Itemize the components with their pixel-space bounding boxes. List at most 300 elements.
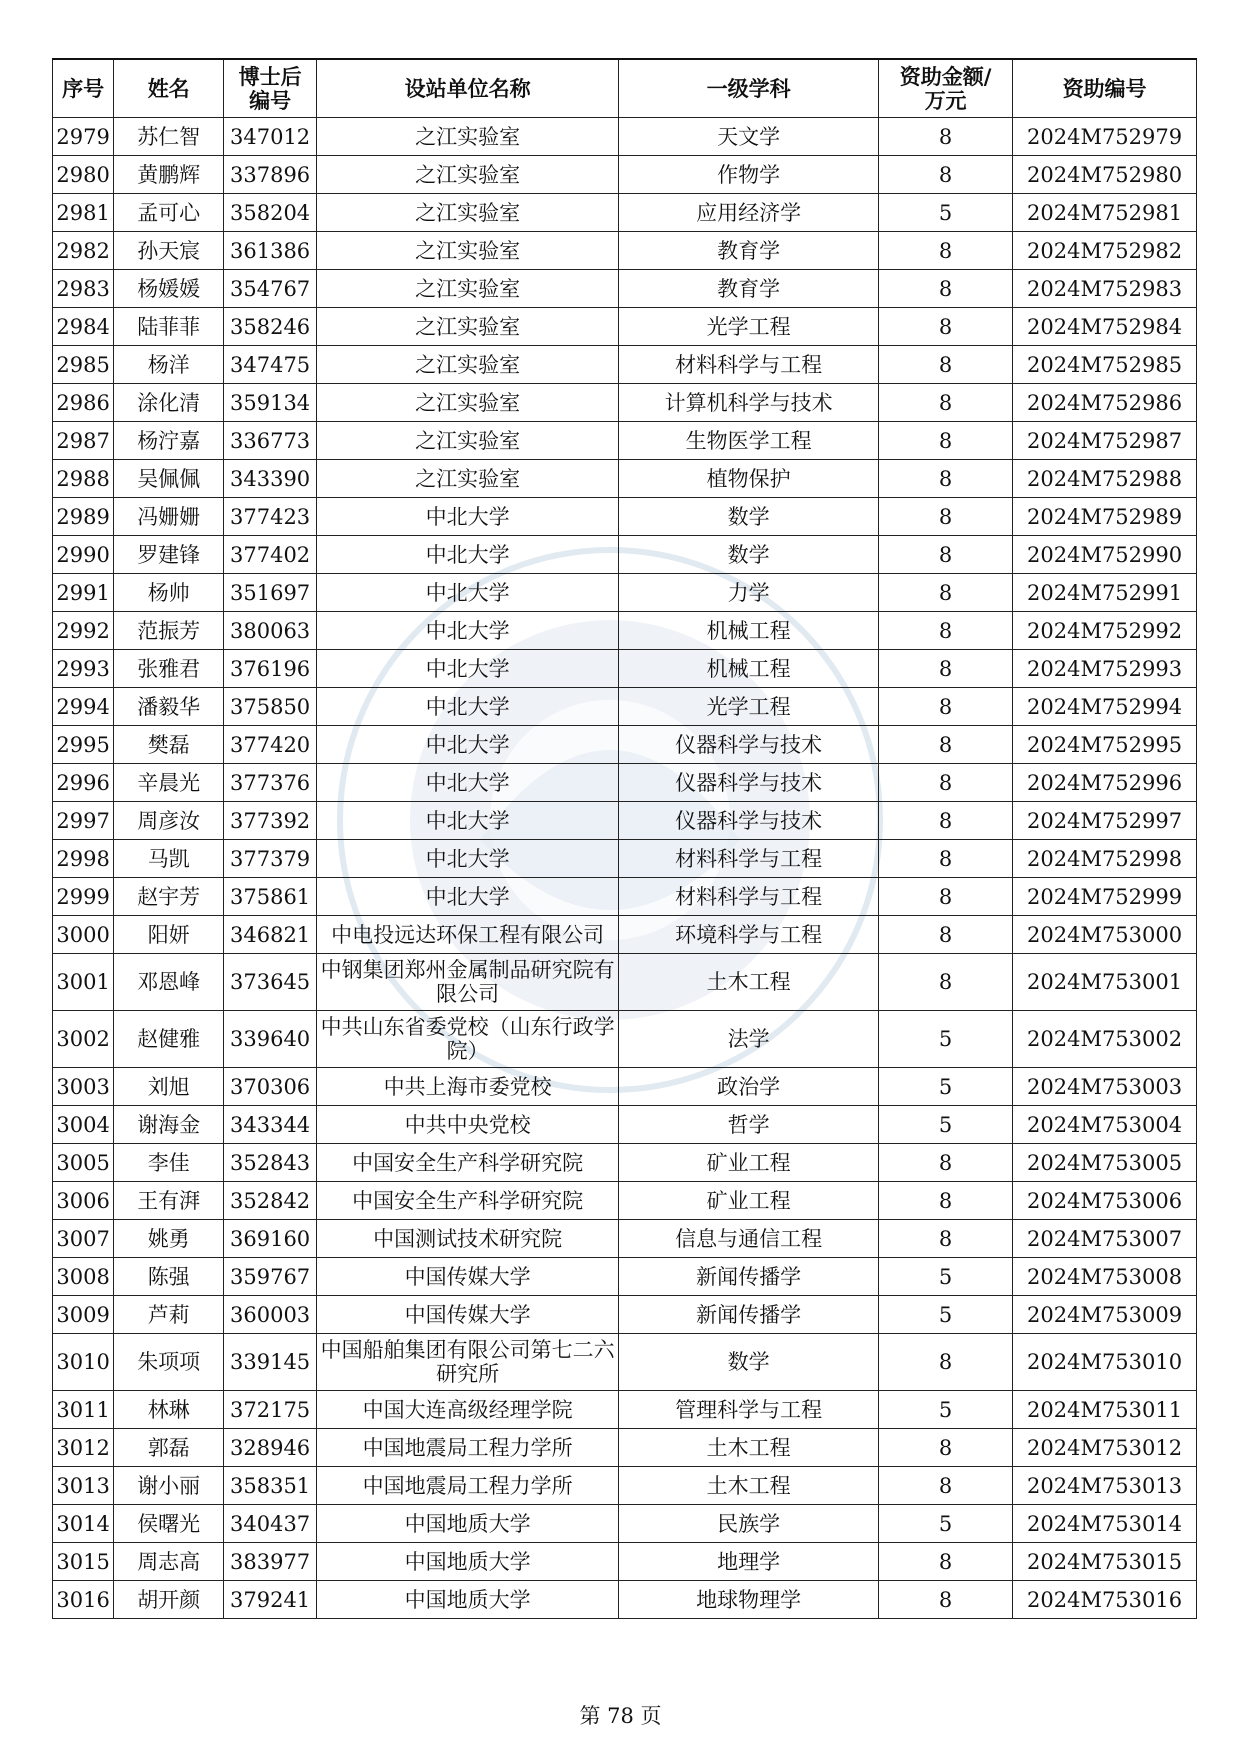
cell-unit: 中北大学 [317,764,619,802]
cell-discipline: 应用经济学 [619,194,879,232]
cell-grant-no: 2024M753008 [1013,1258,1197,1296]
cell-discipline: 管理科学与工程 [619,1391,879,1429]
cell-discipline: 光学工程 [619,688,879,726]
cell-grant-no: 2024M752988 [1013,460,1197,498]
cell-unit: 之江实验室 [317,232,619,270]
cell-unit: 中国地质大学 [317,1581,619,1619]
cell-discipline: 植物保护 [619,460,879,498]
header-amount: 资助金额/ 万元 [879,59,1013,118]
table-row [53,1106,1197,1144]
cell-unit: 中国地震局工程力学所 [317,1467,619,1505]
cell-amount: 8 [879,840,1013,878]
cell-seq: 3001 [53,954,114,1011]
cell-seq: 3016 [53,1581,114,1619]
cell-discipline: 作物学 [619,156,879,194]
cell-grant-no: 2024M752981 [1013,194,1197,232]
cell-postdoc-id: 377379 [224,840,317,878]
cell-postdoc-id: 369160 [224,1220,317,1258]
cell-seq: 2988 [53,460,114,498]
cell-unit: 中北大学 [317,878,619,916]
cell-unit: 之江实验室 [317,156,619,194]
cell-amount: 8 [879,460,1013,498]
cell-postdoc-id: 358204 [224,194,317,232]
cell-postdoc-id: 352842 [224,1182,317,1220]
cell-seq: 3013 [53,1467,114,1505]
cell-seq: 2993 [53,650,114,688]
cell-amount: 5 [879,1106,1013,1144]
cell-name: 李佳 [114,1144,224,1182]
cell-amount: 8 [879,1581,1013,1619]
cell-unit: 之江实验室 [317,194,619,232]
cell-discipline: 计算机科学与技术 [619,384,879,422]
table-row [53,422,1197,460]
table-row [53,1296,1197,1334]
cell-discipline: 数学 [619,1334,879,1391]
cell-name: 陆菲菲 [114,308,224,346]
cell-grant-no: 2024M753007 [1013,1220,1197,1258]
cell-discipline: 矿业工程 [619,1182,879,1220]
cell-seq: 3012 [53,1429,114,1467]
cell-seq: 2998 [53,840,114,878]
table-row [53,270,1197,308]
cell-name: 杨媛媛 [114,270,224,308]
table-row [53,574,1197,612]
cell-amount: 5 [879,1258,1013,1296]
table-row [53,612,1197,650]
cell-seq: 2994 [53,688,114,726]
cell-postdoc-id: 336773 [224,422,317,460]
cell-seq: 2991 [53,574,114,612]
cell-grant-no: 2024M752990 [1013,536,1197,574]
cell-discipline: 民族学 [619,1505,879,1543]
cell-grant-no: 2024M753014 [1013,1505,1197,1543]
table-row [53,1068,1197,1106]
cell-name: 罗建锋 [114,536,224,574]
cell-amount: 8 [879,1543,1013,1581]
cell-unit: 中北大学 [317,612,619,650]
cell-seq: 3000 [53,916,114,954]
cell-postdoc-id: 351697 [224,574,317,612]
cell-grant-no: 2024M752992 [1013,612,1197,650]
cell-discipline: 新闻传播学 [619,1296,879,1334]
cell-grant-no: 2024M752984 [1013,308,1197,346]
cell-grant-no: 2024M752989 [1013,498,1197,536]
cell-postdoc-id: 358246 [224,308,317,346]
table-row [53,954,1197,1011]
cell-postdoc-id: 370306 [224,1068,317,1106]
cell-seq: 2981 [53,194,114,232]
cell-grant-no: 2024M752993 [1013,650,1197,688]
cell-discipline: 地理学 [619,1543,879,1581]
cell-postdoc-id: 340437 [224,1505,317,1543]
cell-grant-no: 2024M752996 [1013,764,1197,802]
cell-unit: 中共中央党校 [317,1106,619,1144]
cell-amount: 8 [879,688,1013,726]
table-row [53,1011,1197,1068]
cell-postdoc-id: 343390 [224,460,317,498]
cell-grant-no: 2024M752998 [1013,840,1197,878]
table-row [53,232,1197,270]
table-row [53,1258,1197,1296]
cell-grant-no: 2024M753011 [1013,1391,1197,1429]
cell-unit: 中国地质大学 [317,1543,619,1581]
table-row [53,308,1197,346]
cell-name: 吴佩佩 [114,460,224,498]
cell-name: 樊磊 [114,726,224,764]
cell-discipline: 法学 [619,1011,879,1068]
cell-discipline: 数学 [619,498,879,536]
page-number: 第 78 页 [579,1704,662,1728]
cell-postdoc-id: 360003 [224,1296,317,1334]
cell-seq: 2995 [53,726,114,764]
table-row [53,1220,1197,1258]
cell-unit: 之江实验室 [317,270,619,308]
cell-grant-no: 2024M753010 [1013,1334,1197,1391]
cell-name: 芦莉 [114,1296,224,1334]
cell-unit: 中北大学 [317,574,619,612]
cell-name: 刘旭 [114,1068,224,1106]
cell-seq: 2989 [53,498,114,536]
cell-postdoc-id: 358351 [224,1467,317,1505]
cell-postdoc-id: 354767 [224,270,317,308]
cell-postdoc-id: 347475 [224,346,317,384]
cell-postdoc-id: 377392 [224,802,317,840]
cell-name: 陈强 [114,1258,224,1296]
cell-grant-no: 2024M752995 [1013,726,1197,764]
cell-seq: 3008 [53,1258,114,1296]
table-row [53,726,1197,764]
cell-discipline: 材料科学与工程 [619,840,879,878]
cell-amount: 8 [879,574,1013,612]
cell-name: 涂化清 [114,384,224,422]
cell-amount: 8 [879,1144,1013,1182]
cell-amount: 8 [879,612,1013,650]
cell-unit: 中国地震局工程力学所 [317,1429,619,1467]
cell-discipline: 信息与通信工程 [619,1220,879,1258]
cell-unit: 中北大学 [317,726,619,764]
cell-grant-no: 2024M752986 [1013,384,1197,422]
cell-grant-no: 2024M753001 [1013,954,1197,1011]
cell-name: 辛晨光 [114,764,224,802]
table-row [53,764,1197,802]
cell-unit: 中北大学 [317,688,619,726]
cell-grant-no: 2024M753016 [1013,1581,1197,1619]
cell-seq: 3003 [53,1068,114,1106]
cell-postdoc-id: 359767 [224,1258,317,1296]
table-row [53,1543,1197,1581]
cell-name: 周志高 [114,1543,224,1581]
cell-discipline: 哲学 [619,1106,879,1144]
cell-discipline: 环境科学与工程 [619,916,879,954]
cell-amount: 8 [879,954,1013,1011]
cell-amount: 8 [879,1182,1013,1220]
cell-name: 赵宇芳 [114,878,224,916]
cell-seq: 2990 [53,536,114,574]
cell-amount: 8 [879,498,1013,536]
cell-seq: 3010 [53,1334,114,1391]
cell-seq: 2983 [53,270,114,308]
cell-name: 林琳 [114,1391,224,1429]
table-row [53,840,1197,878]
cell-amount: 5 [879,1296,1013,1334]
cell-grant-no: 2024M753002 [1013,1011,1197,1068]
cell-discipline: 教育学 [619,232,879,270]
cell-discipline: 仪器科学与技术 [619,764,879,802]
cell-name: 姚勇 [114,1220,224,1258]
cell-postdoc-id: 352843 [224,1144,317,1182]
cell-postdoc-id: 347012 [224,118,317,156]
cell-unit: 中北大学 [317,536,619,574]
cell-seq: 3009 [53,1296,114,1334]
cell-postdoc-id: 373645 [224,954,317,1011]
header-name: 姓名 [114,59,224,118]
cell-seq: 2999 [53,878,114,916]
cell-postdoc-id: 339640 [224,1011,317,1068]
cell-discipline: 土木工程 [619,1429,879,1467]
cell-discipline: 矿业工程 [619,1144,879,1182]
cell-grant-no: 2024M753005 [1013,1144,1197,1182]
cell-seq: 2979 [53,118,114,156]
cell-unit: 之江实验室 [317,460,619,498]
cell-postdoc-id: 359134 [224,384,317,422]
cell-discipline: 教育学 [619,270,879,308]
cell-discipline: 生物医学工程 [619,422,879,460]
cell-unit: 之江实验室 [317,346,619,384]
cell-seq: 2984 [53,308,114,346]
cell-amount: 8 [879,802,1013,840]
cell-grant-no: 2024M752985 [1013,346,1197,384]
cell-unit: 之江实验室 [317,422,619,460]
table-row [53,384,1197,422]
cell-amount: 8 [879,308,1013,346]
cell-name: 郭磊 [114,1429,224,1467]
cell-grant-no: 2024M753015 [1013,1543,1197,1581]
cell-amount: 8 [879,1429,1013,1467]
cell-unit: 中国大连高级经理学院 [317,1391,619,1429]
cell-name: 阳妍 [114,916,224,954]
funding-table [52,58,1197,1619]
cell-discipline: 新闻传播学 [619,1258,879,1296]
cell-name: 范振芳 [114,612,224,650]
cell-name: 周彦汝 [114,802,224,840]
cell-discipline: 政治学 [619,1068,879,1106]
cell-grant-no: 2024M752997 [1013,802,1197,840]
cell-grant-no: 2024M752979 [1013,118,1197,156]
cell-name: 邓恩峰 [114,954,224,1011]
cell-name: 潘毅华 [114,688,224,726]
cell-postdoc-id: 361386 [224,232,317,270]
cell-grant-no: 2024M752999 [1013,878,1197,916]
cell-seq: 2980 [53,156,114,194]
table-row [53,1144,1197,1182]
cell-discipline: 天文学 [619,118,879,156]
cell-unit: 中国船舶集团有限公司第七二六研究所 [317,1334,619,1391]
cell-amount: 8 [879,232,1013,270]
cell-discipline: 光学工程 [619,308,879,346]
cell-grant-no: 2024M753013 [1013,1467,1197,1505]
cell-postdoc-id: 379241 [224,1581,317,1619]
table-row [53,460,1197,498]
cell-grant-no: 2024M753006 [1013,1182,1197,1220]
cell-amount: 8 [879,878,1013,916]
cell-seq: 2996 [53,764,114,802]
table-row [53,194,1197,232]
cell-grant-no: 2024M753012 [1013,1429,1197,1467]
cell-seq: 2992 [53,612,114,650]
cell-grant-no: 2024M753004 [1013,1106,1197,1144]
cell-amount: 8 [879,536,1013,574]
table-row [53,650,1197,688]
cell-discipline: 机械工程 [619,612,879,650]
cell-unit: 中北大学 [317,802,619,840]
cell-discipline: 机械工程 [619,650,879,688]
cell-unit: 中北大学 [317,650,619,688]
table-row [53,1429,1197,1467]
cell-name: 朱项项 [114,1334,224,1391]
table-row [53,1581,1197,1619]
cell-amount: 8 [879,384,1013,422]
cell-discipline: 材料科学与工程 [619,346,879,384]
cell-postdoc-id: 383977 [224,1543,317,1581]
cell-seq: 2982 [53,232,114,270]
cell-unit: 中国测试技术研究院 [317,1220,619,1258]
cell-discipline: 力学 [619,574,879,612]
cell-name: 胡开颜 [114,1581,224,1619]
cell-postdoc-id: 377376 [224,764,317,802]
table-header-row [53,59,1197,118]
cell-name: 张雅君 [114,650,224,688]
cell-postdoc-id: 346821 [224,916,317,954]
cell-amount: 8 [879,346,1013,384]
cell-unit: 中共山东省委党校（山东行政学院） [317,1011,619,1068]
cell-grant-no: 2024M753003 [1013,1068,1197,1106]
table-row [53,118,1197,156]
cell-seq: 3004 [53,1106,114,1144]
cell-amount: 8 [879,726,1013,764]
table-row [53,346,1197,384]
table-row [53,1505,1197,1543]
cell-postdoc-id: 339145 [224,1334,317,1391]
cell-amount: 8 [879,156,1013,194]
table-row [53,1467,1197,1505]
table-row [53,498,1197,536]
cell-seq: 2986 [53,384,114,422]
table-row [53,802,1197,840]
cell-amount: 8 [879,422,1013,460]
cell-name: 侯曙光 [114,1505,224,1543]
table-row [53,878,1197,916]
table-row [53,1334,1197,1391]
cell-amount: 8 [879,1467,1013,1505]
cell-amount: 8 [879,764,1013,802]
cell-discipline: 土木工程 [619,1467,879,1505]
cell-unit: 之江实验室 [317,384,619,422]
cell-seq: 3006 [53,1182,114,1220]
cell-seq: 3007 [53,1220,114,1258]
cell-name: 苏仁智 [114,118,224,156]
cell-discipline: 土木工程 [619,954,879,1011]
cell-seq: 3005 [53,1144,114,1182]
cell-name: 黄鹏辉 [114,156,224,194]
cell-postdoc-id: 337896 [224,156,317,194]
cell-name: 杨泞嘉 [114,422,224,460]
cell-amount: 8 [879,270,1013,308]
cell-postdoc-id: 376196 [224,650,317,688]
cell-amount: 8 [879,1334,1013,1391]
cell-name: 谢海金 [114,1106,224,1144]
cell-unit: 中钢集团郑州金属制品研究院有限公司 [317,954,619,1011]
cell-postdoc-id: 343344 [224,1106,317,1144]
cell-seq: 3002 [53,1011,114,1068]
cell-discipline: 仪器科学与技术 [619,726,879,764]
cell-amount: 5 [879,194,1013,232]
header-unit: 设站单位名称 [317,59,619,118]
cell-unit: 中北大学 [317,840,619,878]
cell-unit: 中北大学 [317,498,619,536]
cell-unit: 中国安全生产科学研究院 [317,1144,619,1182]
cell-name: 赵健雅 [114,1011,224,1068]
cell-seq: 2985 [53,346,114,384]
cell-grant-no: 2024M752983 [1013,270,1197,308]
cell-unit: 中共上海市委党校 [317,1068,619,1106]
cell-name: 孙天宸 [114,232,224,270]
cell-seq: 3015 [53,1543,114,1581]
header-discipline: 一级学科 [619,59,879,118]
cell-name: 杨洋 [114,346,224,384]
cell-discipline: 地球物理学 [619,1581,879,1619]
cell-name: 冯姗姗 [114,498,224,536]
cell-amount: 5 [879,1505,1013,1543]
cell-unit: 之江实验室 [317,308,619,346]
cell-amount: 8 [879,118,1013,156]
cell-unit: 中国地质大学 [317,1505,619,1543]
cell-postdoc-id: 377423 [224,498,317,536]
table-row [53,916,1197,954]
cell-discipline: 仪器科学与技术 [619,802,879,840]
cell-amount: 8 [879,916,1013,954]
cell-name: 王有湃 [114,1182,224,1220]
cell-name: 谢小丽 [114,1467,224,1505]
cell-grant-no: 2024M752991 [1013,574,1197,612]
cell-name: 孟可心 [114,194,224,232]
table-row [53,1391,1197,1429]
table-row [53,156,1197,194]
cell-unit: 中国传媒大学 [317,1258,619,1296]
cell-seq: 3014 [53,1505,114,1543]
cell-postdoc-id: 372175 [224,1391,317,1429]
cell-postdoc-id: 375861 [224,878,317,916]
table-row [53,1182,1197,1220]
cell-unit: 中国安全生产科学研究院 [317,1182,619,1220]
cell-unit: 之江实验室 [317,118,619,156]
cell-grant-no: 2024M752994 [1013,688,1197,726]
table-row [53,536,1197,574]
cell-grant-no: 2024M753009 [1013,1296,1197,1334]
cell-postdoc-id: 377402 [224,536,317,574]
cell-postdoc-id: 375850 [224,688,317,726]
cell-amount: 5 [879,1391,1013,1429]
cell-seq: 3011 [53,1391,114,1429]
cell-discipline: 数学 [619,536,879,574]
cell-amount: 5 [879,1011,1013,1068]
table-body [53,118,1197,1619]
cell-seq: 2987 [53,422,114,460]
cell-seq: 2997 [53,802,114,840]
cell-postdoc-id: 377420 [224,726,317,764]
cell-amount: 5 [879,1068,1013,1106]
cell-unit: 中电投远达环保工程有限公司 [317,916,619,954]
cell-grant-no: 2024M752987 [1013,422,1197,460]
